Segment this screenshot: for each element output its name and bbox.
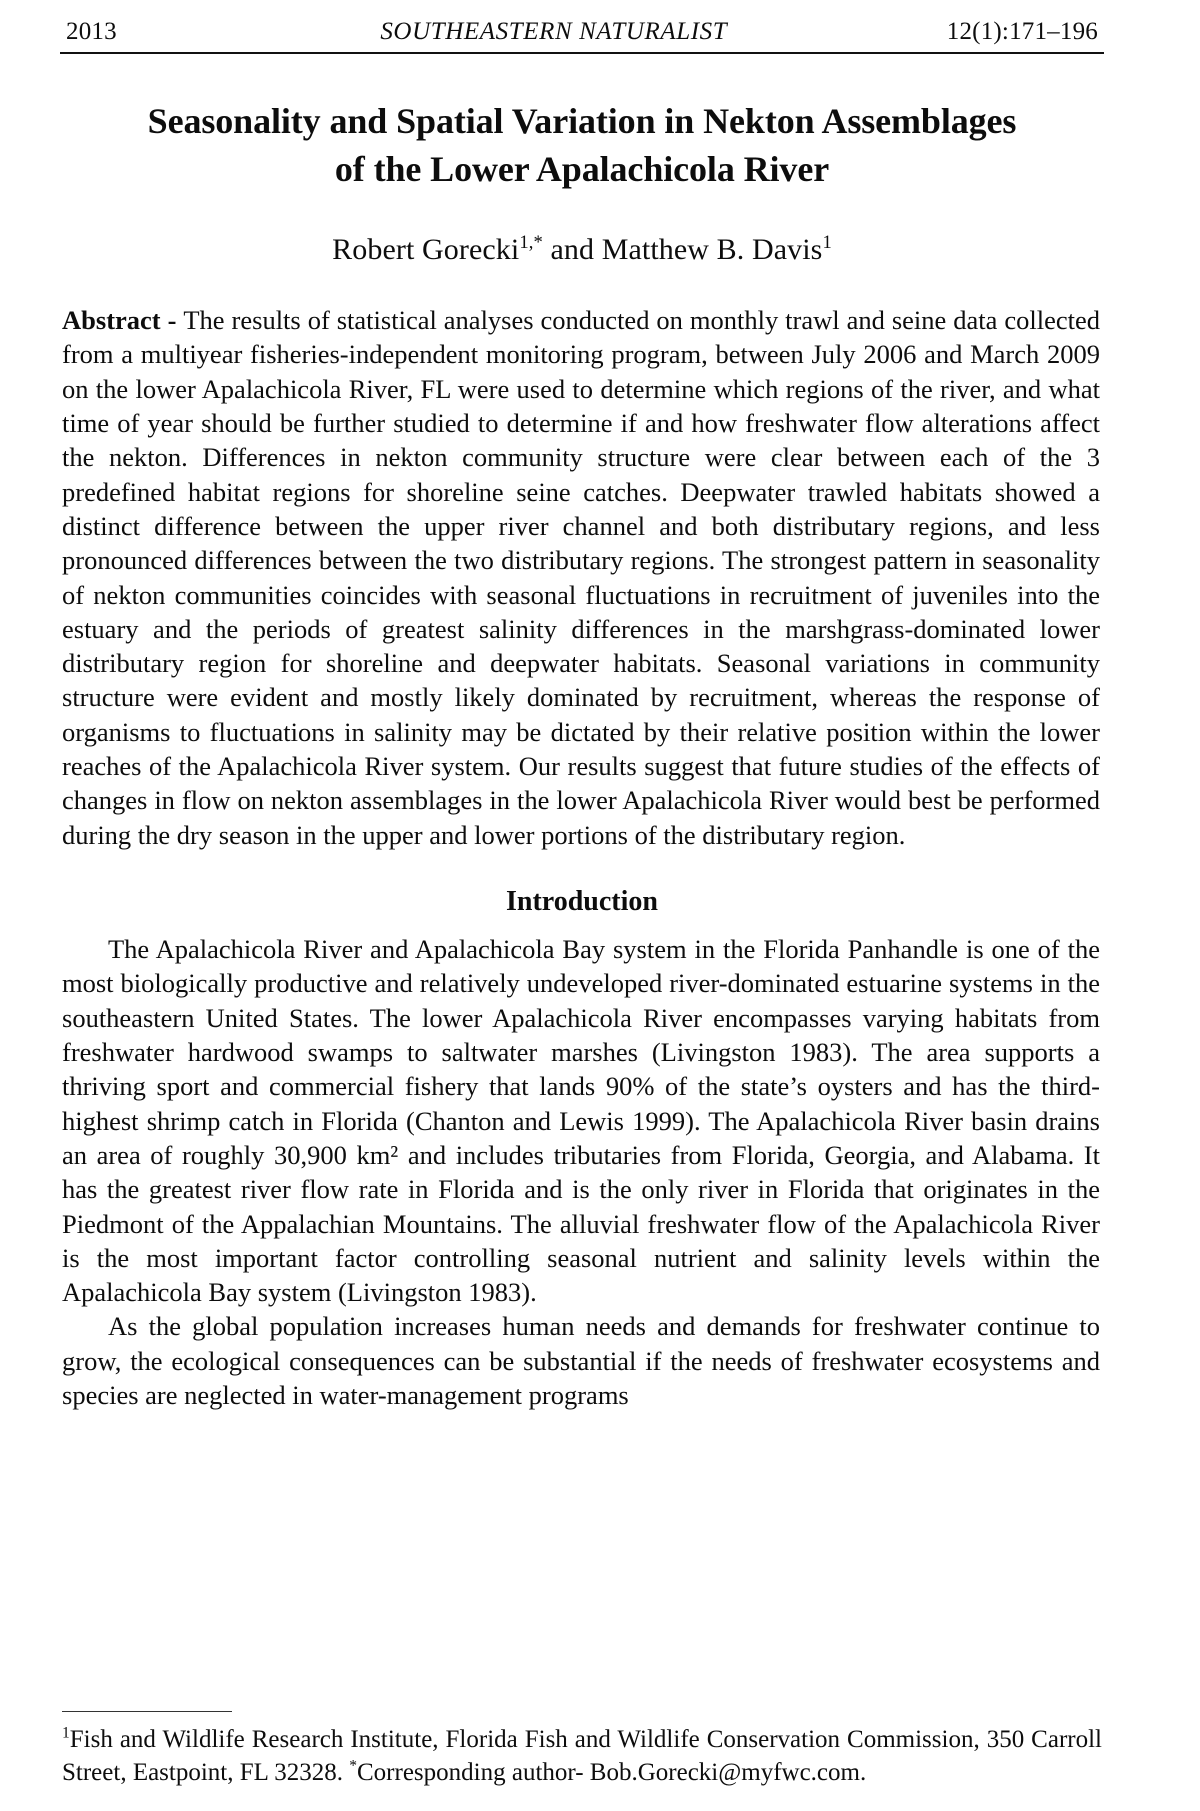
- author-1-affiliation-marker: 1,*: [519, 232, 543, 254]
- footnote-text-1: Fish and Wildlife Research Institute, Florida Fish and Wildlife Conservation Commission, 350 Carroll Street, Eastpoint, FL 32328.: [62, 1726, 1102, 1786]
- author-name-1: Robert Gorecki: [332, 233, 520, 267]
- abstract-text: The results of statistical analyses conducted on monthly trawl and seine data collected from a multiyear fisheries-independent monitoring program, between July 2006 and March 2009 on the lower Apalachicola River, FL were used to determine which regions of the river, and what time of year should be further studied to determine if and how freshwater flow alterations affect the nekton. Differences in nekton community structure were clear between each of the 3 predefined habitat regions for shoreline seine catches. Deepwater trawled habitats showed a distinct difference between the upper river channel and both distributary regions, and less pronounced differences between the two distributary regions. The strongest pattern in seasonality of nekton communities coincides with seasonal fluctuations in recruitment of juveniles into the estuary and the periods of greatest salinity differences in the marshgrass-dominated lower distributary region for shoreline and deepwater habitats. Seasonal variations in community structure were evident and mostly likely dominated by recruitment, whereas the response of organisms to fluctuations in salinity may be dictated by their relative position within the lower reaches of the Apalachicola River system. Our results suggest that future studies of the effects of changes in flow on nekton assemblages in the lower Apalachicola River would best be performed during the dry season in the upper and lower portions of the distributary region.: [62, 305, 1100, 850]
- page-title-line-1: Seasonality and Spatial Variation in Nekton Assemblages: [147, 101, 1017, 141]
- introduction-paragraph-1: The Apalachicola River and Apalachicola Bay system in the Florida Panhandle is one of the most biologically productive and relatively undeveloped river-dominated estuarine systems in the southeastern United States. The lower Apalachicola River encompasses varying habitats from freshwater hardwood swamps to saltwater marshes (Livingston 1983). The area supports a thriving sport and commercial fishery that lands 90% of the state’s oysters and has the third-highest shrimp catch in Florida (Chanton and Lewis 1999). The Apalachicola River basin drains an area of roughly 30,900 km² and includes tributaries from Florida, Georgia, and Alabama. It has the greatest river flow rate in Florida and is the only river in Florida that originates in the Piedmont of the Appalachian Mountains. The alluvial freshwater flow of the Apalachicola River is the most important factor controlling seasonal nutrient and salinity levels within the Apalachicola Bay system (Livingston 1983).: [62, 934, 1100, 1308]
- abstract: [62, 303, 1100, 852]
- footnote-marker-1: 1: [62, 1724, 70, 1742]
- running-head: [60, 18, 1104, 52]
- author-conjunction: and Matthew B. Davis: [542, 233, 823, 267]
- footnote-marker-2: *: [349, 1757, 357, 1775]
- header-divider: [60, 52, 1104, 54]
- running-head-year: 2013: [66, 18, 117, 45]
- page-title-line-2: of the Lower Apalachicola River: [334, 148, 830, 189]
- section-heading-introduction: Introduction: [506, 886, 658, 918]
- author-list: [60, 233, 1104, 267]
- running-head-volume-pages: 12(1):171–196: [946, 18, 1098, 45]
- footnote-text-2: Corresponding author- Bob.Gorecki@myfwc.com.: [357, 1758, 867, 1786]
- footnote-divider: [62, 1711, 232, 1712]
- footnote-affiliation: [62, 1724, 1102, 1789]
- footnote-area: [60, 1711, 1104, 1789]
- author-2-affiliation-marker: 1: [822, 232, 832, 254]
- abstract-label: Abstract -: [62, 305, 184, 336]
- introduction-paragraph-2: As the global population increases human needs and demands for freshwater continue to grow, the ecological consequences can be substantial if the needs of freshwater ecosystems and species are neglected in water-management programs: [62, 1311, 1100, 1411]
- running-head-journal-title: SOUTHEASTERN NATURALIST: [380, 18, 728, 45]
- page-title: [70, 98, 1094, 193]
